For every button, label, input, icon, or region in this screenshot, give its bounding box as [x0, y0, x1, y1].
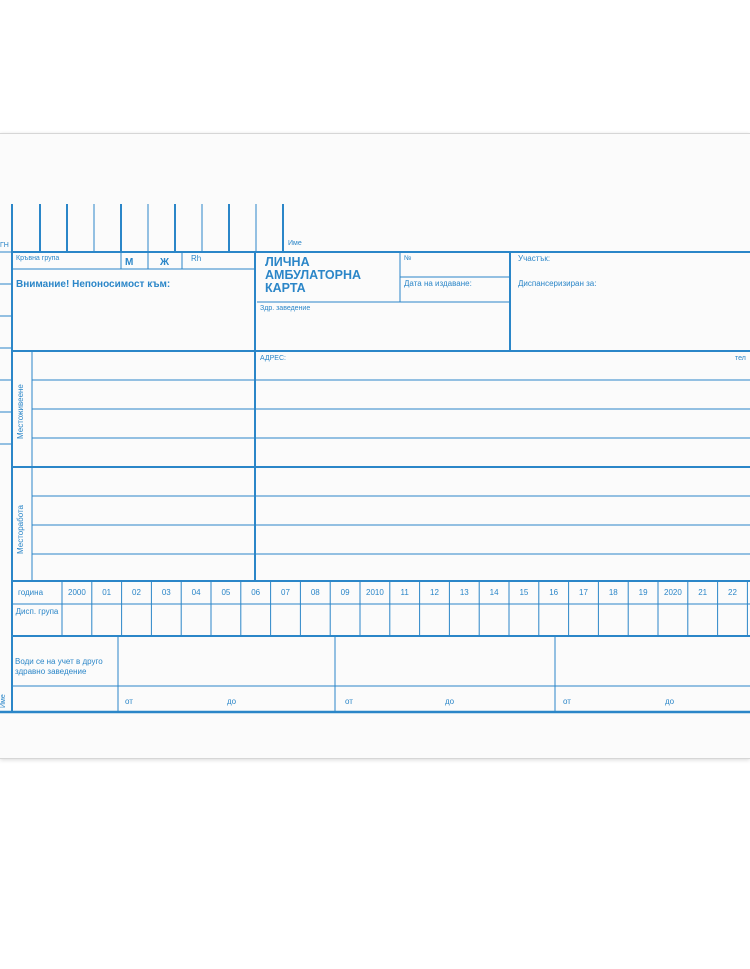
year-cell: 19 [638, 588, 648, 597]
year-cell: 12 [430, 588, 439, 597]
year-cell: 15 [519, 588, 529, 597]
district-label: Участък: [518, 254, 551, 263]
sex-male-label: М [125, 257, 134, 268]
year-cell: 05 [221, 588, 231, 597]
year-cell: 08 [310, 588, 320, 597]
other-facility-label: Води се на учет в друго здравно заведение [15, 657, 103, 676]
name-label: Име [288, 240, 302, 247]
year-cell: 11 [400, 588, 409, 597]
year-cell: 14 [489, 588, 499, 597]
year-cell: 17 [579, 588, 588, 597]
year-label: година [18, 588, 44, 597]
address-label: АДРЕС: [260, 355, 286, 362]
left-edge-top-label: ГН [0, 242, 9, 249]
number-label: № [404, 255, 412, 262]
period-1-to-label: до [227, 697, 237, 706]
rh-label: Rh [191, 254, 202, 263]
period-2-from-label: от [345, 697, 353, 706]
year-cell: 03 [161, 588, 171, 597]
year-cell: 2000 [68, 588, 86, 597]
year-cell: 18 [608, 588, 618, 597]
disp-group-label: Дисп. група [15, 607, 59, 616]
period-3-to-label: до [665, 697, 675, 706]
issue-date-label: Дата на издаване: [404, 279, 472, 288]
dispensary-label: Диспансеризиран за: [518, 279, 597, 288]
phone-label: тел [735, 355, 746, 362]
year-cell: 13 [459, 588, 469, 597]
card-form [0, 134, 750, 758]
year-cell: 02 [132, 588, 141, 597]
attention-label: Внимание! Непоносимост към: [16, 279, 171, 290]
ambulatory-card [0, 133, 750, 759]
residence-label: Местоживеене [16, 384, 25, 439]
year-cell: 2020 [664, 588, 682, 597]
year-cell: 06 [251, 588, 261, 597]
workplace-label: Месторабота [16, 504, 25, 554]
year-cell: 04 [191, 588, 201, 597]
left-edge-bottom-label: Име [0, 694, 7, 708]
card-title: ЛИЧНА АМБУЛАТОРНА КАРТА [265, 255, 362, 296]
sex-female-label: Ж [160, 257, 170, 268]
blood-group-label: Кръвна група [16, 255, 60, 262]
year-cell: 07 [281, 588, 290, 597]
year-cell: 16 [549, 588, 559, 597]
year-cell: 22 [728, 588, 737, 597]
year-cell: 2010 [366, 588, 384, 597]
year-cell: 01 [102, 588, 112, 597]
year-cell: 21 [698, 588, 708, 597]
period-3-from-label: от [563, 697, 571, 706]
health-facility-label: Здр. заведение [260, 305, 311, 312]
period-1-from-label: от [125, 697, 133, 706]
period-2-to-label: до [445, 697, 455, 706]
year-cell: 09 [340, 588, 350, 597]
